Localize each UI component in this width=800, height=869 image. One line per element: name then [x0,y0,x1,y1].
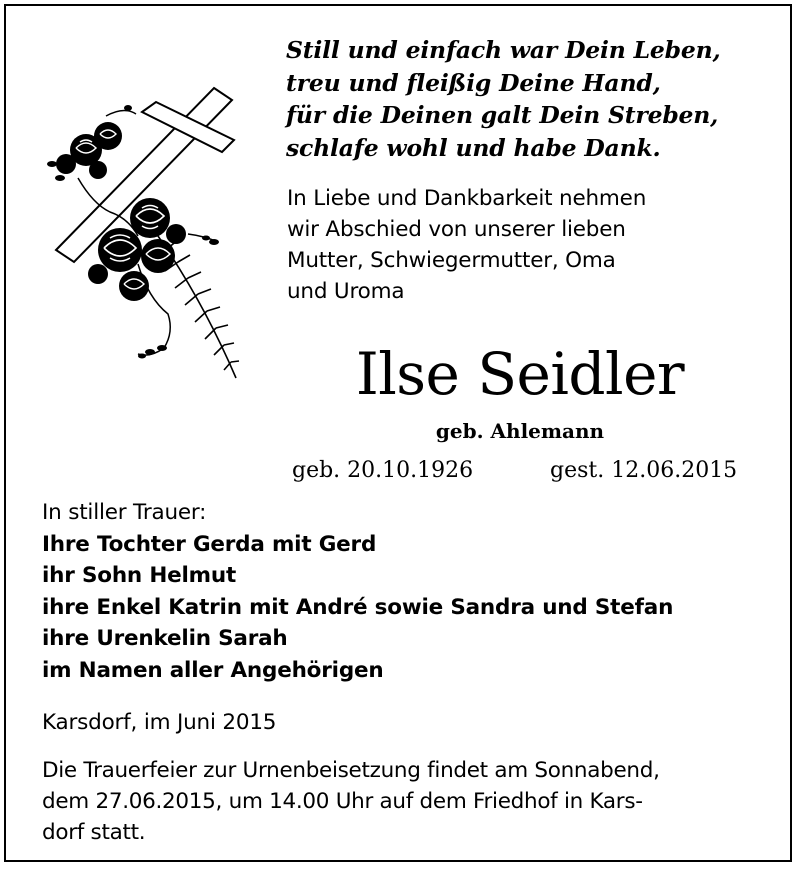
farewell-line: In Liebe und Dankbarkeit nehmen [287,186,647,211]
deceased-name: Ilse Seidler [355,340,685,408]
poem-line: treu und fleißig Deine Hand, [286,68,661,97]
farewell-text [287,183,767,307]
mourners-section [42,497,782,686]
mourner-line: Ihre Tochter Gerda mit Gerd [42,531,377,557]
death-date: gest. 12.06.2015 [550,458,738,483]
poem [286,34,786,164]
farewell-line: wir Abschied von unserer lieben [287,217,626,242]
funeral-notice [42,755,782,848]
mourner-line: ihre Urenkelin Sarah [42,626,288,651]
maiden-name: geb. Ahlemann [435,419,605,443]
cross-with-roses-icon [38,86,248,386]
funeral-notice-line: dem 27.06.2015, um 14.00 Uhr auf dem Friedhof in Kars- [42,789,643,814]
funeral-notice-line: dorf statt. [42,820,146,845]
funeral-notice-line: Die Trauerfeier zur Urnenbeisetzung findet am Sonnabend, [42,758,660,783]
mourner-line: im Namen aller Angehörigen [42,657,384,683]
mourners-heading: In stiller Trauer: [42,500,207,525]
poem-line: für die Deinen galt Dein Streben, [286,101,719,129]
poem-line: Still und einfach war Dein Leben, [286,36,721,64]
place-date: Karsdorf, im Juni 2015 [42,710,277,735]
birth-date: geb. 20.10.1926 [292,458,474,483]
farewell-line: und Uroma [287,279,405,304]
mourner-line: ihr Sohn Helmut [42,563,237,588]
farewell-line: Mutter, Schwiegermutter, Oma [287,248,616,273]
poem-line: schlafe wohl und habe Dank. [286,133,661,162]
mourner-line: ihre Enkel Katrin mit André sowie Sandra und Stefan [42,594,674,620]
